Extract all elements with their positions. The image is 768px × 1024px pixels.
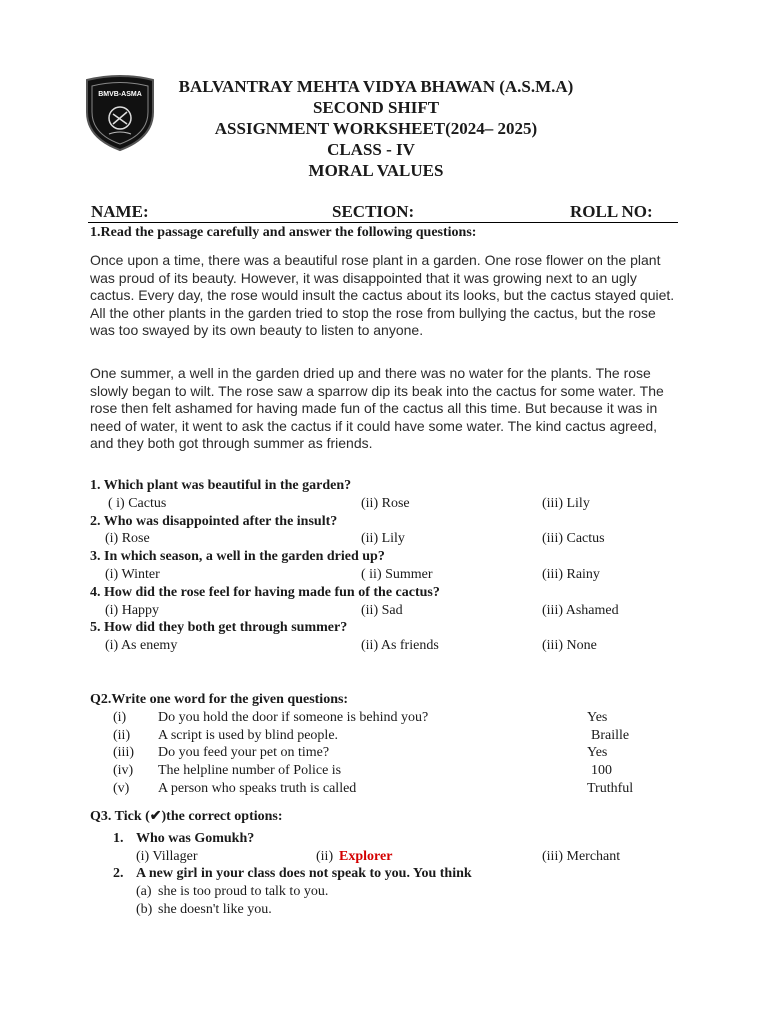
worksheet-title: ASSIGNMENT WORKSHEET(2024– 2025) [214,119,538,138]
mcq-list [90,478,690,656]
item-text: Do you feed your pet on time? [158,745,330,761]
mcq-question: 1. Which plant was beautiful in the garden? [90,478,352,493]
mcq-question: 3. In which season, a well in the garden dried up? [90,549,385,565]
one-word-section [90,692,690,799]
school-logo [83,74,157,152]
item-number: 2. [113,866,124,882]
mcq-option: (ii) Sad [361,602,403,618]
option: she is too proud to talk to you. [158,884,329,900]
divider [88,222,678,223]
mcq-option: (i) Happy [105,602,160,618]
mcq-option: (ii) As friends [361,638,439,654]
mcq-option: (iii) Rainy [542,566,600,582]
mcq-question: 4. How did the rose feel for having made fun of the cactus? [90,584,440,600]
mcq-option: (i) Winter [105,566,160,582]
item-number: (v) [113,780,130,796]
mcq-option: (ii) Rose [361,495,410,511]
option: (i) Villager [136,848,198,864]
option: (iii) Merchant [542,848,621,864]
mcq-option: (i) As enemy [105,638,178,654]
mcq-option: ( ii) Summer [361,566,433,582]
mcq-option: (iii) Ashamed [542,602,619,618]
school-name: BALVANTRAY MEHTA VIDYA BHAWAN (A.S.M.A) [178,77,574,96]
mcq-question: 5. How did they both get through summer? [90,620,348,636]
list-item [90,745,690,763]
mcq-option: (iii) Lily [542,495,590,511]
option: she doesn't like you. [158,901,272,917]
roll-no-label: ROLL NO: [570,202,653,221]
name-label: NAME: [91,202,149,221]
mcq-option: (ii) Lily [361,531,405,547]
item-number: (i) [113,709,127,725]
item-text: A person who speaks truth is called [158,780,357,796]
option-label: (a) [136,884,152,900]
item-text: A script is used by blind people. [158,727,339,743]
tick-section [90,808,690,920]
mcq-option: (iii) None [542,638,597,654]
item-number: 1. [113,830,124,846]
mcq-option: (iii) Cactus [542,531,605,547]
passage-paragraph-2: One summer, a well in the garden dried up and there was no water for the plants. The rose slowly began to wilt. The rose saw a sparrow dip its beak into the cactus for some water. The rose then felt ashamed for having made fun of the cactus all this time. But because it was in need of water, it went to ask the cactus if it could have some water. The kind cactus agreed, and they both got through summer as friends. [90,365,664,451]
logo-text: BMVB-ASMA [98,91,142,98]
list-item [90,763,690,781]
q2-heading: Q2.Write one word for the given questions: [90,692,349,707]
answer-highlight: Explorer [339,848,393,864]
option-prefix: (ii) [316,848,334,864]
list-item [90,728,690,746]
section-label: SECTION: [332,202,415,221]
item-answer: Yes [587,745,608,761]
question-text: A new girl in your class does not speak to you. You think [136,866,472,882]
item-text: The helpline number of Police is [158,763,342,779]
item-answer: Truthful [587,780,634,796]
list-item [90,781,690,799]
class-title: CLASS - IV [327,140,415,159]
q3-heading: Q3. Tick (✔)the correct options: [90,809,283,824]
q1-heading: 1.Read the passage carefully and answer the following questions: [90,225,477,240]
mcq-question: 2. Who was disappointed after the insult? [90,513,338,529]
item-answer: Braille [591,727,630,743]
question-text: Who was Gomukh? [136,830,255,846]
mcq-option: ( i) Cactus [108,495,167,511]
mcq-option: (i) Rose [105,531,150,547]
item-number: (ii) [113,727,131,743]
school-header [150,76,602,181]
subject-title: MORAL VALUES [308,161,444,180]
student-info-row [91,202,679,222]
item-answer: 100 [591,763,612,779]
item-number: (iii) [113,745,134,761]
item-text: Do you hold the door if someone is behind you? [158,709,429,725]
item-number: (iv) [113,763,134,779]
list-item [90,710,690,728]
item-answer: Yes [587,709,608,725]
passage-paragraph-1: Once upon a time, there was a beautiful rose plant in a garden. One rose flower on the plant was proud of its beauty. However, it was disappointed that it was growing next to an ugly cactus. Every day, the rose would insult the cactus about its looks, but the cactus stayed quiet. All the other plants in the garden tried to stop the rose from bullying the cactus, but the rose was too swayed by its own beauty to listen to anyone. [90,252,675,338]
shift-title: SECOND SHIFT [312,98,440,117]
option-label: (b) [136,901,153,917]
